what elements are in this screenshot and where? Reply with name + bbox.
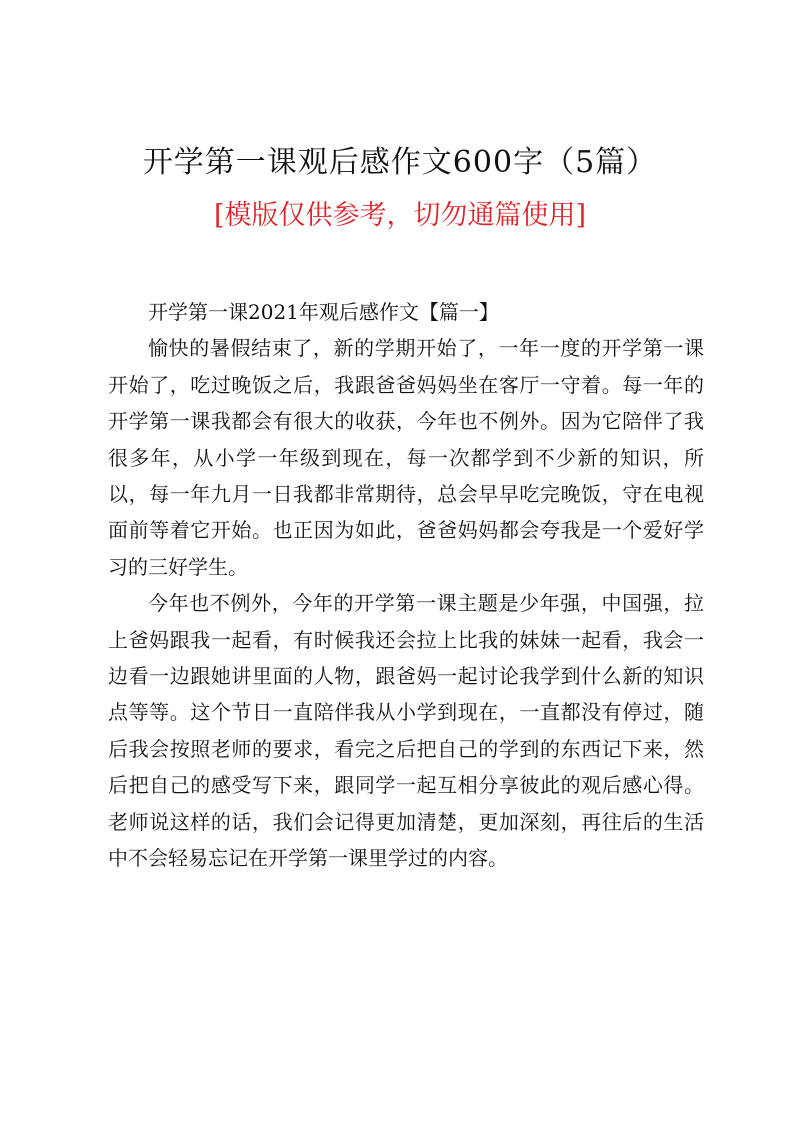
paragraph-1: 愉快的暑假结束了，新的学期开始了，一年一度的开学第一课开始了，吃过晚饭之后，我跟爸爸妈妈坐在客厅一守着。每一年的开学第一课我都会有很大的收获，今年也不例外。因为它陪伴了我很多年，从小学一年级到现在，每一次都学到不少新的知识，所以，每一年九月一日我都非常期待，总会早早吃完晚饭，守在电视面前等着它开始。也正因为如此，爸爸妈妈都会夸我是一个爱好学习的三好学生。 [108, 336, 704, 579]
document-body [108, 294, 704, 877]
template-notice: [模版仅供参考，切勿通篇使用] [213, 200, 587, 231]
paragraph-2: 今年也不例外，今年的开学第一课主题是少年强，中国强，拉上爸妈跟我一起看，有时候我还会拉上比我的妹妹一起看，我会一边看一边跟她讲里面的人物，跟爸妈一起讨论我学到什么新的知识点等等。这个节日一直陪伴我从小学到现在，一直都没有停过，随后我会按照老师的要求，看完之后把自己的学到的东西记下来，然后把自己的感受写下来，跟同学一起互相分享彼此的观后感心得。老师说这样的话，我们会记得更加清楚，更加深刻，再往后的生活中不会轻易忘记在开学第一课里学过的内容。 [108, 591, 704, 871]
section-heading: 开学第一课2021年观后感作文【篇一】 [148, 300, 499, 324]
document-title: 开学第一课观后感作文600字（5篇） [142, 145, 658, 180]
